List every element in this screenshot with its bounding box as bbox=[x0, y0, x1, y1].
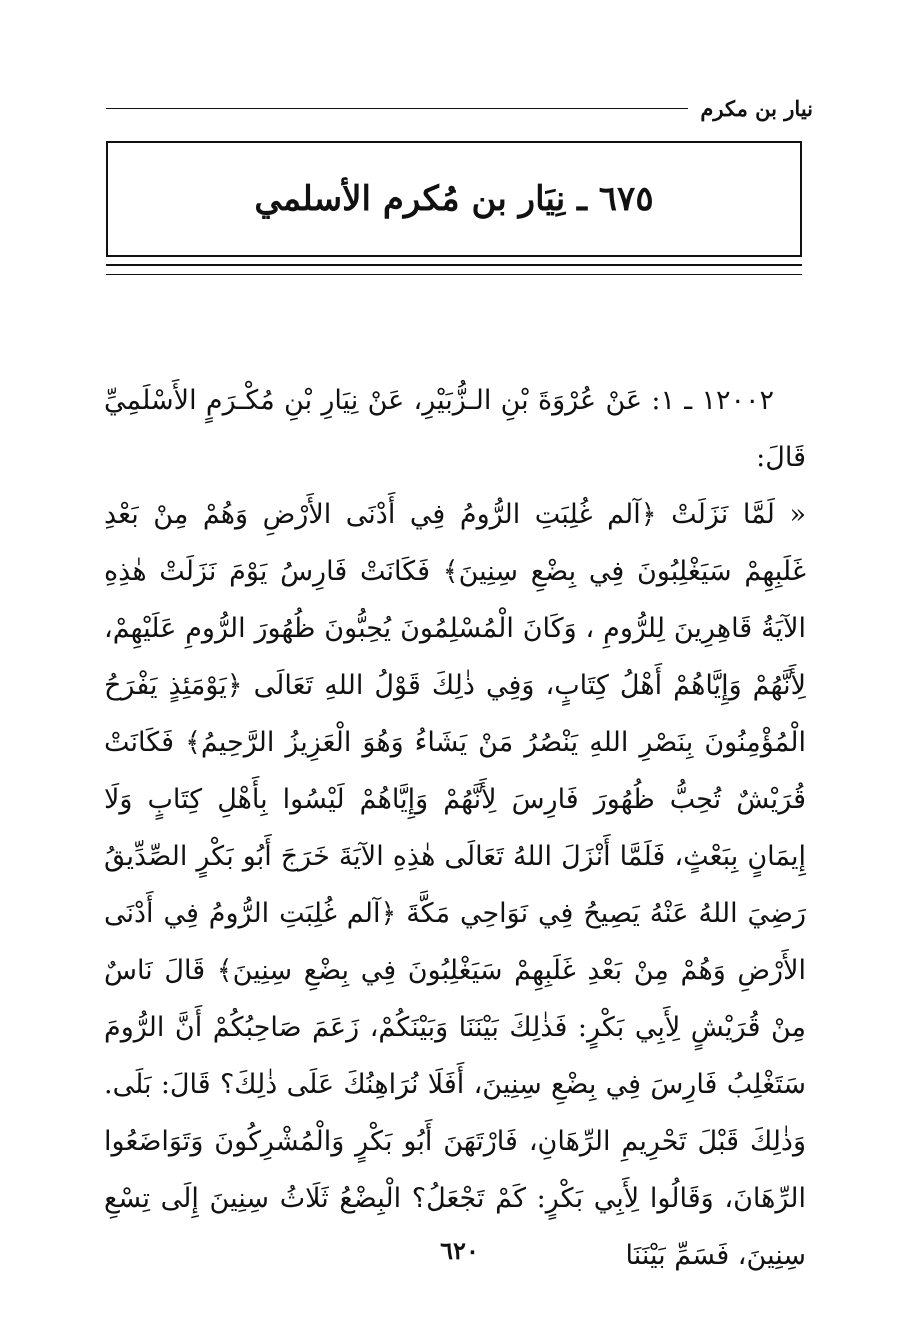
entry-title: ٦٧٥ ـ نِيَار بن مُكرم الأسلمي bbox=[254, 179, 654, 219]
running-header-label: نيار بن مكرم bbox=[700, 95, 813, 121]
hadith-body bbox=[104, 372, 806, 1284]
hadith-isnad: ١٢٠٠٢ ـ ١: عَنْ عُرْوَةَ بْنِ الـزُّبَيْرِ، عَنْ نِيَارِ بْنِ مُكْـرَمٍ الأَسْلَمِيِّ قَالَ: bbox=[104, 385, 806, 473]
title-rule-thin bbox=[106, 274, 802, 275]
title-rule-thick bbox=[106, 264, 802, 266]
running-header-rule bbox=[106, 108, 688, 109]
page-number: ٦٢٠ bbox=[440, 1236, 479, 1265]
running-header bbox=[106, 93, 813, 123]
entry-title-box bbox=[106, 141, 802, 257]
hadith-text: « لَمَّا نَزَلَتْ ﴿آلم غُلِبَتِ الرُّومُ فِي أَدْنَى الأَرْضِ وَهُمْ مِنْ بَعْدِ غَلَبِهِمْ سَيَغْلِبُونَ فِي بِضْعِ سِنِينَ﴾ فَكَانَتْ فَارِسُ يَوْمَ نَزَلَتْ هٰذِهِ الآيَةُ قَاهِرِينَ لِلرُّومِ ، وَكَانَ الْمُسْلِمُونَ يُحِبُّونَ ظُهُورَ الرُّومِ عَلَيْهِمْ، لِأَنَّهُمْ وَإِيَّاهُمْ أَهْلُ كِتَابٍ، وَفِي ذٰلِكَ قَوْلُ اللهِ تَعَالَى ﴿يَوْمَئِذٍ يَفْرَحُ الْمُؤْمِنُونَ بِنَصْرِ اللهِ يَنْصُرُ مَنْ يَشَاءُ وَهُوَ الْعَزِيزُ الرَّحِيمُ﴾ فَكَانَتْ قُرَيْشٌ تُحِبُّ ظُهُورَ فَارِسَ لِأَنَّهُمْ وَإِيَّاهُمْ لَيْسُوا بِأَهْلِ كِتَابٍ وَلَا إِيمَانٍ بِبَعْثٍ، فَلَمَّا أَنْزَلَ اللهُ تَعَالَى هٰذِهِ الآيَةَ خَرَجَ أَبُو بَكْرٍ الصِّدِّيقُ رَضِيَ اللهُ عَنْهُ يَصِيحُ فِي نَوَاحِي مَكَّةَ ﴿آلم غُلِبَتِ الرُّومُ فِي أَدْنَى الأَرْضِ وَهُمْ مِنْ بَعْدِ غَلَبِهِمْ سَيَغْلِبُونَ فِي بِضْعِ سِنِينَ﴾ قَالَ نَاسٌ مِنْ قُرَيْشٍ لِأَبِي بَكْرٍ: فَذٰلِكَ بَيْنَنَا وَبَيْنَكُمْ، زَعَمَ صَاحِبُكُمْ أَنَّ الرُّومَ سَتَغْلِبُ فَارِسَ فِي بِضْعِ سِنِينَ، أَفَلَا نُرَاهِنُكَ عَلَى ذٰلِكَ؟ قَالَ: بَلَى. وَذٰلِكَ قَبْلَ تَحْرِيمِ الرِّهَانِ، فَارْتَهَنَ أَبُو بَكْرٍ وَالْمُشْرِكُونَ وَتَوَاضَعُوا الرِّهَانَ، وَقَالُوا لِأَبِي بَكْرٍ: كَمْ تَجْعَلُ؟ الْبِضْعُ ثَلَاثُ سِنِينَ إِلَى تِسْعِ سِنِينَ، فَسَمِّ بَيْنَنَا bbox=[104, 499, 806, 1271]
